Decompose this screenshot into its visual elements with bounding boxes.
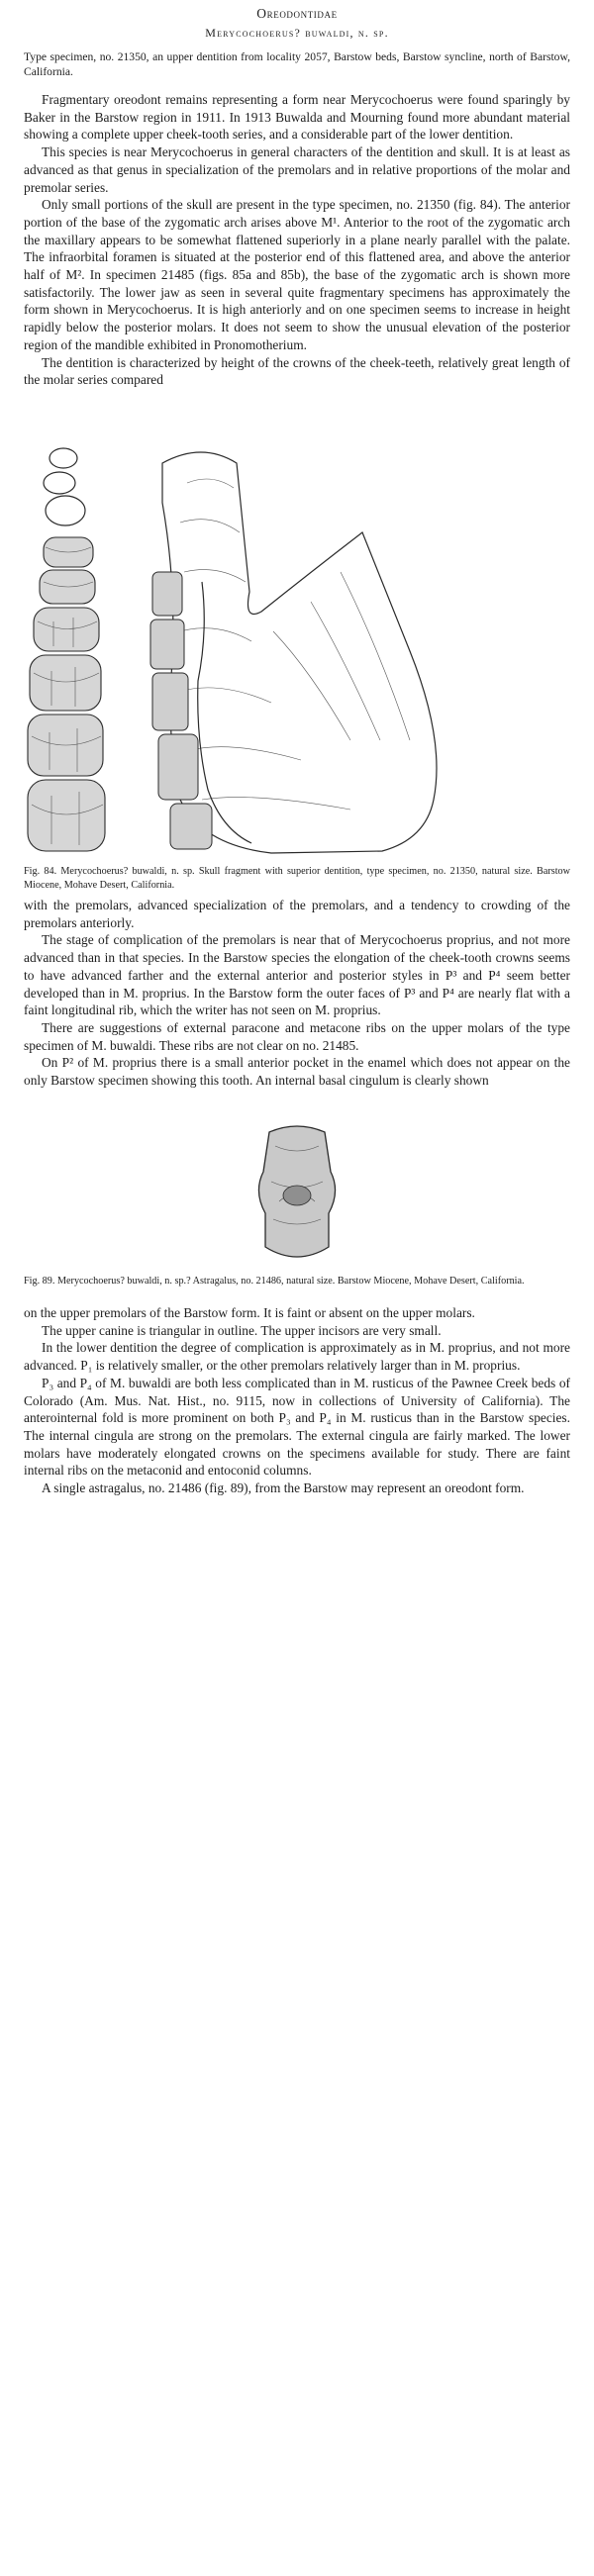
tooth-row	[28, 537, 105, 851]
family-heading: Oreodontidae	[256, 6, 338, 21]
caption-text: Fig. 84. Merycochoerus? buwaldi, n. sp. Skull fragment with superior dentition, type specimen, no. 21350, natural size. Barstow Miocene, Mohave Desert, California.	[24, 866, 570, 891]
paragraph: The dentition is characterized by height of the crowns of the cheek-teeth, relatively great length of the molar series compared	[24, 354, 570, 388]
figure-89-caption	[24, 1275, 570, 1288]
paragraph: on the upper premolars of the Barstow form. It is faint or absent on the upper molars.	[24, 1305, 475, 1320]
figure-84-skull-illustration	[14, 443, 580, 861]
species-heading: Merycochoerus? buwaldi, n. sp.	[205, 26, 389, 40]
body-text-bottom	[24, 1304, 570, 1497]
paragraph: The stage of complication of the premolars is near that of Merycochoerus proprius, and not more advanced than in that species. In the Barstow species the elongation of the cheek-tooth crowns seems to have advanced farther and the external anterior and posterior styles in P³ and P⁴ seem better developed than in M. proprius. In the Barstow form the outer faces of P³ and P⁴ are nearly flat with a faint longitudinal rib, which the writer has not seen on M. proprius.	[24, 932, 570, 1018]
running-header	[24, 6, 570, 41]
paragraph: In the lower dentition the degree of complication is approximately as in M. proprius, and not more advanced. P₁ is relatively smaller, or the other premolars relatively larger than in M. proprius.	[24, 1340, 570, 1374]
paragraph: P₃ and P₄ of M. buwaldi are both less complicated than in M. rusticus of the Pawnee Creek beds of Colorado (Am. Mus. Nat. Hist., no. 9115, now in collections of University of California). The anterointernal fold is more prominent on both P₃ and P₄ in M. rusticus than in the Barstow species. The internal cingula are strong on the premolars. The external cingula are fairly marked. The lower molars have moderately elongated crowns on the specimens available for study. There are faint internal ribs on the metaconid and entoconid columns.	[24, 1375, 570, 1479]
paragraph: This species is near Merycochoerus in general characters of the dentition and skull. It is at least as advanced as that genus in specialization of the premolars and in relative proportions of the molar and premolar series.	[24, 144, 570, 195]
paragraph: A single astragalus, no. 21486 (fig. 89), from the Barstow may represent an oreodont form.	[42, 1480, 525, 1496]
type-note-text: Type specimen, no. 21350, an upper dentition from locality 2057, Barstow beds, Barstow syncline, north of Barstow, California.	[24, 50, 570, 78]
paragraph: with the premolars, advanced specialization of the premolars, and a tendency to crowding of the premolars anteriorly.	[24, 898, 570, 930]
paragraph: Fragmentary oreodont remains representing a form near Merycochoerus were found sparingly by Baker in the Barstow region in 1911. In 1913 Buwalda and Mourning found more abundant material showing a complete upper cheek-tooth series, and a considerable part of the lower dentition.	[24, 92, 570, 143]
skull-drawing	[14, 443, 580, 861]
body-text-middle	[24, 897, 570, 1090]
type-specimen-note	[24, 49, 570, 79]
canine-outline	[46, 496, 85, 525]
caption-text: Fig. 89. Merycochoerus? buwaldi, n. sp.? Astragalus, no. 21486, natural size. Barstow Miocene, Mohave Desert, California.	[24, 1276, 525, 1287]
figure-89-astragalus-illustration	[249, 1122, 345, 1269]
body-text-top	[24, 91, 570, 389]
figure-84-caption	[24, 865, 570, 892]
paragraph: On P² of M. proprius there is a small anterior pocket in the enamel which does not appear on the only Barstow specimen showing this tooth. An internal basal cingulum is clearly shown	[24, 1055, 570, 1089]
paragraph: Only small portions of the skull are present in the type specimen, no. 21350 (fig. 84). The anterior portion of the base of the zygomatic arch arises above M¹. Anterior to the root of the zygomatic arch the maxillary appears to be somewhat flattened superiorly in a plane nearly parallel with the palate. The infraorbital foramen is situated at the posterior end of this flattened area, and above the anterior half of M². In specimen 21485 (figs. 85a and 85b), the base of the zygomatic arch is shown more satisfactorily. The lower jaw as seen in several quite fragmentary specimens has approximately the form shown in Merycochoerus. It is high anteriorly and on one specimen seems to increase in height rapidly below the posterior molars. It does not seem to show the unusual elevation of the posterior region of the mandible exhibited in Pronomotherium.	[24, 197, 570, 352]
incisor-outline	[50, 448, 77, 468]
skull-fragment-outline	[162, 452, 437, 853]
incisor-outline	[44, 472, 75, 494]
astragalus-drawing	[249, 1122, 345, 1269]
paragraph: The upper canine is triangular in outline. The upper incisors are very small.	[42, 1322, 442, 1338]
paragraph: There are suggestions of external paracone and metacone ribs on the upper molars of the type specimen of M. buwaldi. These ribs are not clear on no. 21485.	[24, 1019, 570, 1053]
lateral-teeth	[150, 572, 212, 849]
